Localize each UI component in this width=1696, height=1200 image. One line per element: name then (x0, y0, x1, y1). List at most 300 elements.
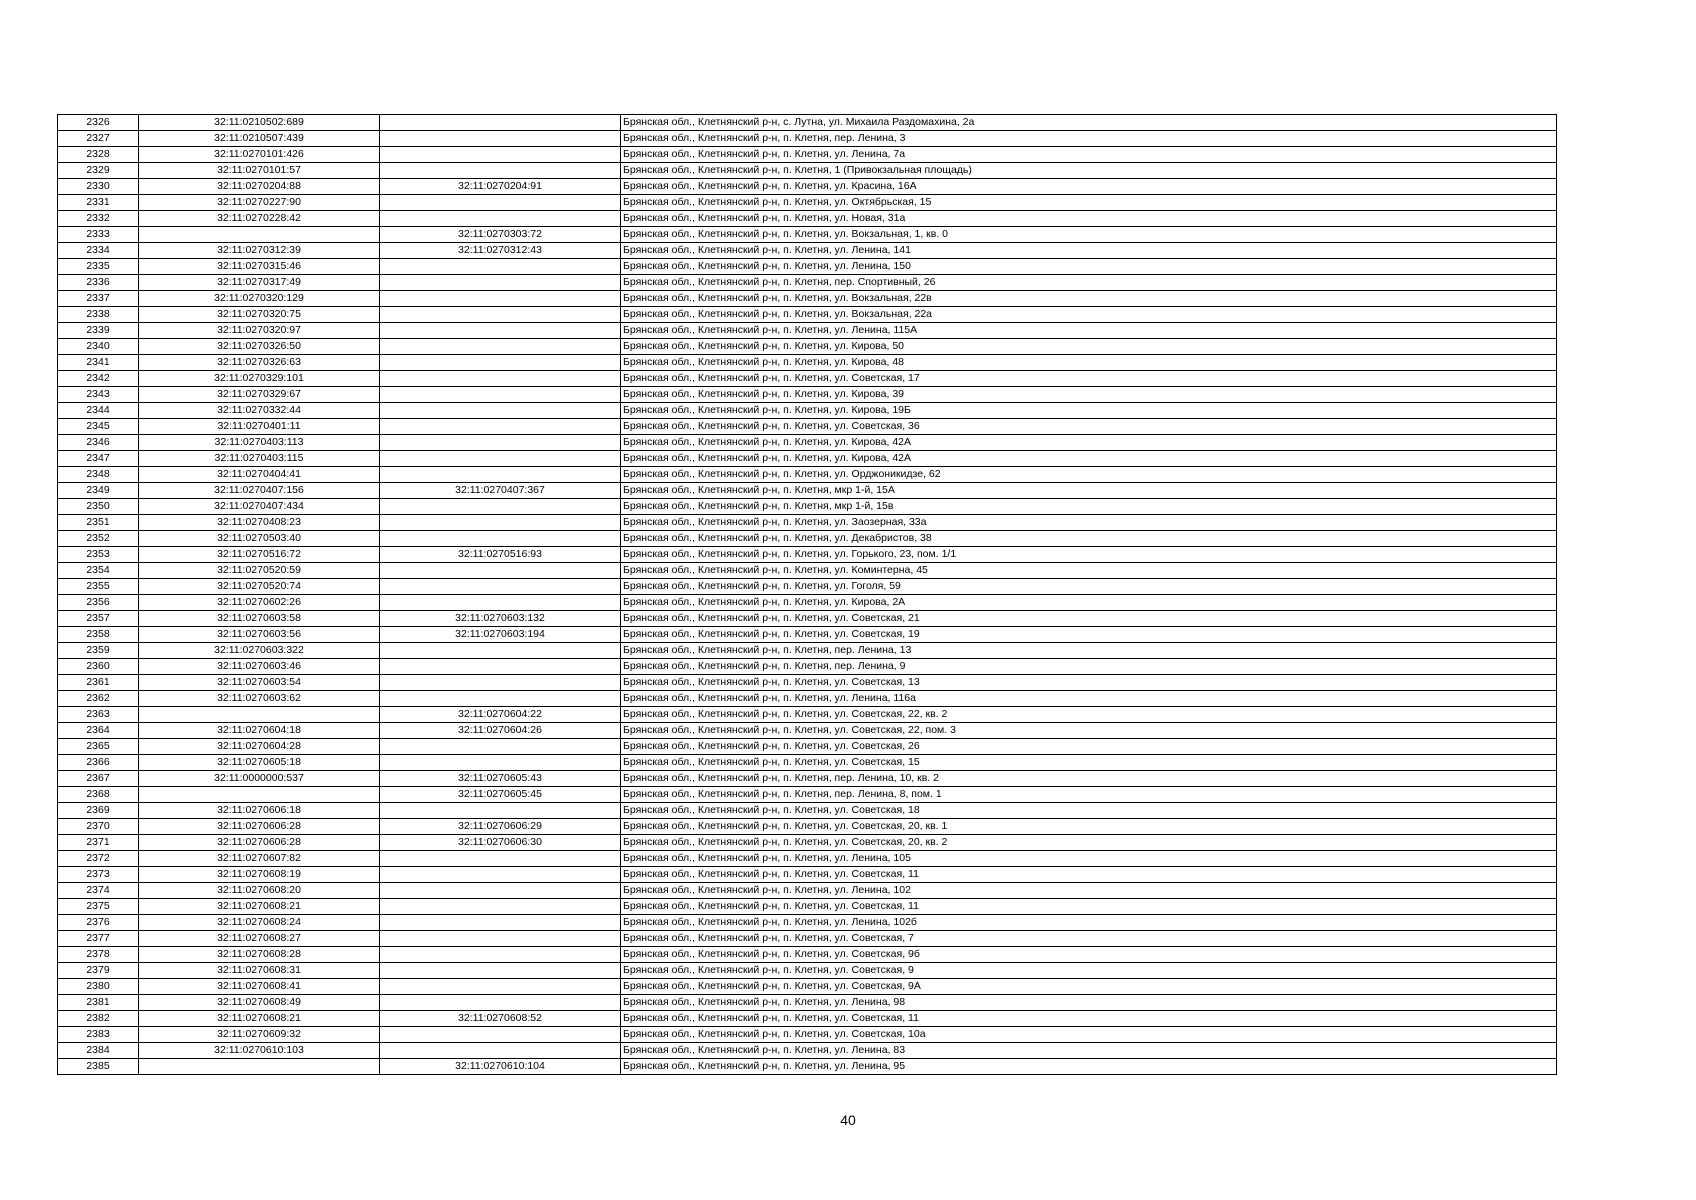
land-cadastral-number-cell: 32:11:0270329:101 (139, 371, 380, 387)
row-number-cell: 2354 (58, 563, 139, 579)
table-row (58, 819, 1557, 835)
table-row (58, 339, 1557, 355)
land-cadastral-number-cell: 32:11:0270603:62 (139, 691, 380, 707)
row-number-cell: 2371 (58, 835, 139, 851)
address-cell: Брянская обл., Клетнянский р-н, п. Клетня, ул. Советская, 22, пом. 3 (621, 723, 1557, 739)
row-number-cell: 2346 (58, 435, 139, 451)
address-cell: Брянская обл., Клетнянский р-н, п. Клетня, ул. Ленина, 102б (621, 915, 1557, 931)
address-cell: Брянская обл., Клетнянский р-н, п. Клетня, ул. Гоголя, 59 (621, 579, 1557, 595)
table-row (58, 131, 1557, 147)
land-cadastral-number-cell: 32:11:0270403:113 (139, 435, 380, 451)
building-cadastral-number-cell (380, 307, 621, 323)
land-cadastral-number-cell: 32:11:0270408:23 (139, 515, 380, 531)
building-cadastral-number-cell (380, 1027, 621, 1043)
row-number-cell: 2373 (58, 867, 139, 883)
address-cell: Брянская обл., Клетнянский р-н, п. Клетня, ул. Вокзальная, 1, кв. 0 (621, 227, 1557, 243)
table-row (58, 243, 1557, 259)
address-cell: Брянская обл., Клетнянский р-н, п. Клетня, ул. Горького, 23, пом. 1/1 (621, 547, 1557, 563)
table-row (58, 387, 1557, 403)
address-cell: Брянская обл., Клетнянский р-н, п. Клетня, ул. Ленина, 83 (621, 1043, 1557, 1059)
land-cadastral-number-cell: 32:11:0270326:50 (139, 339, 380, 355)
row-number-cell: 2336 (58, 275, 139, 291)
land-cadastral-number-cell: 32:11:0270320:97 (139, 323, 380, 339)
row-number-cell: 2359 (58, 643, 139, 659)
land-cadastral-number-cell: 32:11:0270204:88 (139, 179, 380, 195)
address-cell: Брянская обл., Клетнянский р-н, п. Клетня, ул. Ленина, 141 (621, 243, 1557, 259)
table-row (58, 291, 1557, 307)
table-row (58, 947, 1557, 963)
address-cell: Брянская обл., Клетнянский р-н, п. Клетня, мкр 1-й, 15А (621, 483, 1557, 499)
table-row (58, 995, 1557, 1011)
table-row (58, 563, 1557, 579)
building-cadastral-number-cell (380, 963, 621, 979)
address-cell: Брянская обл., Клетнянский р-н, п. Клетня, ул. Октябрьская, 15 (621, 195, 1557, 211)
land-cadastral-number-cell: 32:11:0270608:49 (139, 995, 380, 1011)
row-number-cell: 2364 (58, 723, 139, 739)
property-register-table (57, 114, 1557, 1075)
building-cadastral-number-cell (380, 435, 621, 451)
address-cell: Брянская обл., Клетнянский р-н, п. Клетня, ул. Кирова, 42А (621, 451, 1557, 467)
building-cadastral-number-cell (380, 467, 621, 483)
building-cadastral-number-cell (380, 339, 621, 355)
table-row (58, 1043, 1557, 1059)
address-cell: Брянская обл., Клетнянский р-н, п. Клетня, ул. Ленина, 95 (621, 1059, 1557, 1075)
land-cadastral-number-cell: 32:11:0270101:57 (139, 163, 380, 179)
address-cell: Брянская обл., Клетнянский р-н, п. Клетня, ул. Ленина, 105 (621, 851, 1557, 867)
row-number-cell: 2353 (58, 547, 139, 563)
building-cadastral-number-cell (380, 595, 621, 611)
land-cadastral-number-cell: 32:11:0270407:156 (139, 483, 380, 499)
land-cadastral-number-cell: 32:11:0210502:689 (139, 115, 380, 131)
building-cadastral-number-cell (380, 691, 621, 707)
table-row (58, 771, 1557, 787)
land-cadastral-number-cell: 32:11:0270401:11 (139, 419, 380, 435)
row-number-cell: 2382 (58, 1011, 139, 1027)
table-row (58, 723, 1557, 739)
building-cadastral-number-cell: 32:11:0270312:43 (380, 243, 621, 259)
building-cadastral-number-cell: 32:11:0270604:26 (380, 723, 621, 739)
address-cell: Брянская обл., Клетнянский р-н, п. Клетня, ул. Кирова, 48 (621, 355, 1557, 371)
building-cadastral-number-cell (380, 451, 621, 467)
land-cadastral-number-cell (139, 787, 380, 803)
building-cadastral-number-cell: 32:11:0270407:367 (380, 483, 621, 499)
land-cadastral-number-cell: 32:11:0270315:46 (139, 259, 380, 275)
land-cadastral-number-cell: 32:11:0270603:58 (139, 611, 380, 627)
address-cell: Брянская обл., Клетнянский р-н, п. Клетня, ул. Заозерная, 33а (621, 515, 1557, 531)
land-cadastral-number-cell: 32:11:0270606:28 (139, 835, 380, 851)
row-number-cell: 2367 (58, 771, 139, 787)
building-cadastral-number-cell (380, 947, 621, 963)
address-cell: Брянская обл., Клетнянский р-н, п. Клетня, ул. Ленина, 150 (621, 259, 1557, 275)
building-cadastral-number-cell (380, 755, 621, 771)
building-cadastral-number-cell (380, 979, 621, 995)
land-cadastral-number-cell: 32:11:0270606:28 (139, 819, 380, 835)
table-row (58, 499, 1557, 515)
row-number-cell: 2352 (58, 531, 139, 547)
land-cadastral-number-cell: 32:11:0270403:115 (139, 451, 380, 467)
land-cadastral-number-cell: 32:11:0270608:20 (139, 883, 380, 899)
row-number-cell: 2350 (58, 499, 139, 515)
land-cadastral-number-cell: 32:11:0270604:18 (139, 723, 380, 739)
row-number-cell: 2328 (58, 147, 139, 163)
table-row (58, 755, 1557, 771)
address-cell: Брянская обл., Клетнянский р-н, п. Клетня, ул. Декабристов, 38 (621, 531, 1557, 547)
address-cell: Брянская обл., Клетнянский р-н, п. Клетня, ул. Ленина, 7а (621, 147, 1557, 163)
building-cadastral-number-cell: 32:11:0270605:43 (380, 771, 621, 787)
building-cadastral-number-cell (380, 259, 621, 275)
address-cell: Брянская обл., Клетнянский р-н, п. Клетня, ул. Советская, 7 (621, 931, 1557, 947)
land-cadastral-number-cell: 32:11:0270312:39 (139, 243, 380, 259)
building-cadastral-number-cell (380, 387, 621, 403)
building-cadastral-number-cell (380, 675, 621, 691)
address-cell: Брянская обл., Клетнянский р-н, п. Клетня, ул. Кирова, 2А (621, 595, 1557, 611)
row-number-cell: 2379 (58, 963, 139, 979)
row-number-cell: 2351 (58, 515, 139, 531)
land-cadastral-number-cell (139, 707, 380, 723)
table-row (58, 163, 1557, 179)
row-number-cell: 2357 (58, 611, 139, 627)
row-number-cell: 2358 (58, 627, 139, 643)
address-cell: Брянская обл., Клетнянский р-н, п. Клетня, ул. Советская, 20, кв. 1 (621, 819, 1557, 835)
land-cadastral-number-cell: 32:11:0270605:18 (139, 755, 380, 771)
building-cadastral-number-cell (380, 531, 621, 547)
table-row (58, 1059, 1557, 1075)
table-row (58, 403, 1557, 419)
address-cell: Брянская обл., Клетнянский р-н, п. Клетня, пер. Ленина, 13 (621, 643, 1557, 659)
table-row (58, 787, 1557, 803)
building-cadastral-number-cell (380, 147, 621, 163)
address-cell: Брянская обл., Клетнянский р-н, п. Клетня, ул. Советская, 11 (621, 867, 1557, 883)
address-cell: Брянская обл., Клетнянский р-н, п. Клетня, ул. Красина, 16А (621, 179, 1557, 195)
row-number-cell: 2377 (58, 931, 139, 947)
address-cell: Брянская обл., Клетнянский р-н, п. Клетня, ул. Советская, 20, кв. 2 (621, 835, 1557, 851)
table-row (58, 451, 1557, 467)
row-number-cell: 2380 (58, 979, 139, 995)
table-row (58, 675, 1557, 691)
building-cadastral-number-cell: 32:11:0270608:52 (380, 1011, 621, 1027)
building-cadastral-number-cell (380, 995, 621, 1011)
row-number-cell: 2362 (58, 691, 139, 707)
row-number-cell: 2360 (58, 659, 139, 675)
table-row (58, 851, 1557, 867)
row-number-cell: 2378 (58, 947, 139, 963)
address-cell: Брянская обл., Клетнянский р-н, п. Клетня, ул. Советская, 11 (621, 1011, 1557, 1027)
land-cadastral-number-cell: 32:11:0210507:439 (139, 131, 380, 147)
land-cadastral-number-cell (139, 227, 380, 243)
land-cadastral-number-cell: 32:11:0270608:41 (139, 979, 380, 995)
land-cadastral-number-cell: 32:11:0270603:322 (139, 643, 380, 659)
address-cell: Брянская обл., Клетнянский р-н, п. Клетня, ул. Советская, 15 (621, 755, 1557, 771)
address-cell: Брянская обл., Клетнянский р-н, п. Клетня, ул. Ленина, 115А (621, 323, 1557, 339)
table-row (58, 259, 1557, 275)
table-row (58, 1011, 1557, 1027)
building-cadastral-number-cell (380, 867, 621, 883)
row-number-cell: 2384 (58, 1043, 139, 1059)
address-cell: Брянская обл., Клетнянский р-н, п. Клетня, ул. Советская, 10а (621, 1027, 1557, 1043)
table-row (58, 547, 1557, 563)
land-cadastral-number-cell: 32:11:0270603:56 (139, 627, 380, 643)
building-cadastral-number-cell (380, 931, 621, 947)
table-row (58, 211, 1557, 227)
row-number-cell: 2363 (58, 707, 139, 723)
land-cadastral-number-cell: 32:11:0270407:434 (139, 499, 380, 515)
table-row (58, 227, 1557, 243)
building-cadastral-number-cell: 32:11:0270604:22 (380, 707, 621, 723)
table-body (58, 115, 1557, 1075)
address-cell: Брянская обл., Клетнянский р-н, п. Клетня, пер. Ленина, 9 (621, 659, 1557, 675)
building-cadastral-number-cell: 32:11:0270610:104 (380, 1059, 621, 1075)
land-cadastral-number-cell: 32:11:0270228:42 (139, 211, 380, 227)
address-cell: Брянская обл., Клетнянский р-н, п. Клетня, ул. Коминтерна, 45 (621, 563, 1557, 579)
land-cadastral-number-cell: 32:11:0270404:41 (139, 467, 380, 483)
table-row (58, 883, 1557, 899)
table-row (58, 371, 1557, 387)
land-cadastral-number-cell: 32:11:0270520:74 (139, 579, 380, 595)
land-cadastral-number-cell: 32:11:0270320:75 (139, 307, 380, 323)
building-cadastral-number-cell: 32:11:0270606:29 (380, 819, 621, 835)
page-number: 40 (840, 1112, 856, 1128)
land-cadastral-number-cell: 32:11:0270332:44 (139, 403, 380, 419)
table-row (58, 899, 1557, 915)
table-row (58, 275, 1557, 291)
building-cadastral-number-cell (380, 355, 621, 371)
building-cadastral-number-cell (380, 115, 621, 131)
row-number-cell: 2342 (58, 371, 139, 387)
table-row (58, 467, 1557, 483)
table-row (58, 579, 1557, 595)
row-number-cell: 2345 (58, 419, 139, 435)
building-cadastral-number-cell (380, 915, 621, 931)
address-cell: Брянская обл., Клетнянский р-н, п. Клетня, ул. Ленина, 116а (621, 691, 1557, 707)
address-cell: Брянская обл., Клетнянский р-н, п. Клетня, ул. Советская, 17 (621, 371, 1557, 387)
land-cadastral-number-cell: 32:11:0270227:90 (139, 195, 380, 211)
table-row (58, 979, 1557, 995)
building-cadastral-number-cell (380, 371, 621, 387)
row-number-cell: 2369 (58, 803, 139, 819)
building-cadastral-number-cell (380, 659, 621, 675)
building-cadastral-number-cell (380, 291, 621, 307)
building-cadastral-number-cell (380, 211, 621, 227)
address-cell: Брянская обл., Клетнянский р-н, п. Клетня, ул. Вокзальная, 22в (621, 291, 1557, 307)
table-row (58, 835, 1557, 851)
address-cell: Брянская обл., Клетнянский р-н, п. Клетня, ул. Советская, 9б (621, 947, 1557, 963)
building-cadastral-number-cell (380, 131, 621, 147)
address-cell: Брянская обл., Клетнянский р-н, п. Клетня, ул. Советская, 11 (621, 899, 1557, 915)
building-cadastral-number-cell (380, 419, 621, 435)
address-cell: Брянская обл., Клетнянский р-н, п. Клетня, пер. Ленина, 8, пом. 1 (621, 787, 1557, 803)
table-row (58, 643, 1557, 659)
building-cadastral-number-cell (380, 563, 621, 579)
table-row (58, 531, 1557, 547)
row-number-cell: 2344 (58, 403, 139, 419)
building-cadastral-number-cell: 32:11:0270603:194 (380, 627, 621, 643)
land-cadastral-number-cell: 32:11:0270503:40 (139, 531, 380, 547)
land-cadastral-number-cell: 32:11:0270520:59 (139, 563, 380, 579)
address-cell: Брянская обл., Клетнянский р-н, п. Клетня, ул. Советская, 19 (621, 627, 1557, 643)
land-cadastral-number-cell: 32:11:0270603:46 (139, 659, 380, 675)
building-cadastral-number-cell (380, 579, 621, 595)
table-row (58, 483, 1557, 499)
address-cell: Брянская обл., Клетнянский р-н, п. Клетня, пер. Спортивный, 26 (621, 275, 1557, 291)
building-cadastral-number-cell (380, 499, 621, 515)
row-number-cell: 2381 (58, 995, 139, 1011)
land-cadastral-number-cell: 32:11:0270602:26 (139, 595, 380, 611)
land-cadastral-number-cell: 32:11:0270610:103 (139, 1043, 380, 1059)
building-cadastral-number-cell (380, 739, 621, 755)
table-row (58, 707, 1557, 723)
row-number-cell: 2340 (58, 339, 139, 355)
row-number-cell: 2337 (58, 291, 139, 307)
land-cadastral-number-cell: 32:11:0270608:24 (139, 915, 380, 931)
row-number-cell: 2338 (58, 307, 139, 323)
address-cell: Брянская обл., Клетнянский р-н, п. Клетня, ул. Кирова, 39 (621, 387, 1557, 403)
address-cell: Брянская обл., Клетнянский р-н, п. Клетня, ул. Советская, 18 (621, 803, 1557, 819)
row-number-cell: 2329 (58, 163, 139, 179)
address-cell: Брянская обл., Клетнянский р-н, п. Клетня, ул. Новая, 31а (621, 211, 1557, 227)
row-number-cell: 2370 (58, 819, 139, 835)
row-number-cell: 2333 (58, 227, 139, 243)
address-cell: Брянская обл., Клетнянский р-н, п. Клетня, ул. Советская, 22, кв. 2 (621, 707, 1557, 723)
address-cell: Брянская обл., Клетнянский р-н, п. Клетня, пер. Ленина, 10, кв. 2 (621, 771, 1557, 787)
row-number-cell: 2327 (58, 131, 139, 147)
building-cadastral-number-cell (380, 275, 621, 291)
row-number-cell: 2343 (58, 387, 139, 403)
land-cadastral-number-cell: 32:11:0270320:129 (139, 291, 380, 307)
row-number-cell: 2341 (58, 355, 139, 371)
building-cadastral-number-cell (380, 643, 621, 659)
building-cadastral-number-cell (380, 323, 621, 339)
row-number-cell: 2326 (58, 115, 139, 131)
land-cadastral-number-cell: 32:11:0270608:21 (139, 1011, 380, 1027)
address-cell: Брянская обл., Клетнянский р-н, п. Клетня, ул. Ленина, 102 (621, 883, 1557, 899)
table-row (58, 323, 1557, 339)
land-cadastral-number-cell: 32:11:0270329:67 (139, 387, 380, 403)
address-cell: Брянская обл., Клетнянский р-н, п. Клетня, 1 (Привокзальная площадь) (621, 163, 1557, 179)
table-row (58, 611, 1557, 627)
table-row (58, 915, 1557, 931)
row-number-cell: 2376 (58, 915, 139, 931)
address-cell: Брянская обл., Клетнянский р-н, п. Клетня, ул. Кирова, 42А (621, 435, 1557, 451)
land-cadastral-number-cell: 32:11:0270608:21 (139, 899, 380, 915)
building-cadastral-number-cell: 32:11:0270516:93 (380, 547, 621, 563)
table-row (58, 435, 1557, 451)
row-number-cell: 2335 (58, 259, 139, 275)
building-cadastral-number-cell (380, 515, 621, 531)
building-cadastral-number-cell (380, 163, 621, 179)
address-cell: Брянская обл., Клетнянский р-н, п. Клетня, ул. Советская, 13 (621, 675, 1557, 691)
land-cadastral-number-cell: 32:11:0270608:28 (139, 947, 380, 963)
address-cell: Брянская обл., Клетнянский р-н, п. Клетня, ул. Ленина, 98 (621, 995, 1557, 1011)
address-cell: Брянская обл., Клетнянский р-н, п. Клетня, ул. Кирова, 19Б (621, 403, 1557, 419)
land-cadastral-number-cell: 32:11:0270603:54 (139, 675, 380, 691)
table-row (58, 307, 1557, 323)
address-cell: Брянская обл., Клетнянский р-н, п. Клетня, ул. Орджоникидзе, 62 (621, 467, 1557, 483)
row-number-cell: 2374 (58, 883, 139, 899)
address-cell: Брянская обл., Клетнянский р-н, п. Клетня, ул. Советская, 9А (621, 979, 1557, 995)
address-cell: Брянская обл., Клетнянский р-н, п. Клетня, ул. Советская, 9 (621, 963, 1557, 979)
building-cadastral-number-cell (380, 899, 621, 915)
building-cadastral-number-cell (380, 1043, 621, 1059)
table-row (58, 691, 1557, 707)
land-cadastral-number-cell: 32:11:0270326:63 (139, 355, 380, 371)
land-cadastral-number-cell: 32:11:0270516:72 (139, 547, 380, 563)
address-cell: Брянская обл., Клетнянский р-н, п. Клетня, мкр 1-й, 15в (621, 499, 1557, 515)
address-cell: Брянская обл., Клетнянский р-н, п. Клетня, ул. Советская, 21 (621, 611, 1557, 627)
row-number-cell: 2368 (58, 787, 139, 803)
table-row (58, 355, 1557, 371)
building-cadastral-number-cell (380, 403, 621, 419)
building-cadastral-number-cell: 32:11:0270606:30 (380, 835, 621, 851)
row-number-cell: 2375 (58, 899, 139, 915)
address-cell: Брянская обл., Клетнянский р-н, п. Клетня, ул. Вокзальная, 22а (621, 307, 1557, 323)
building-cadastral-number-cell: 32:11:0270204:91 (380, 179, 621, 195)
row-number-cell: 2349 (58, 483, 139, 499)
row-number-cell: 2366 (58, 755, 139, 771)
building-cadastral-number-cell: 32:11:0270303:72 (380, 227, 621, 243)
row-number-cell: 2347 (58, 451, 139, 467)
land-cadastral-number-cell: 32:11:0270606:18 (139, 803, 380, 819)
land-cadastral-number-cell: 32:11:0000000:537 (139, 771, 380, 787)
building-cadastral-number-cell: 32:11:0270605:45 (380, 787, 621, 803)
land-cadastral-number-cell: 32:11:0270101:426 (139, 147, 380, 163)
table-row (58, 515, 1557, 531)
land-cadastral-number-cell (139, 1059, 380, 1075)
building-cadastral-number-cell (380, 803, 621, 819)
row-number-cell: 2372 (58, 851, 139, 867)
table-row (58, 931, 1557, 947)
row-number-cell: 2383 (58, 1027, 139, 1043)
land-cadastral-number-cell: 32:11:0270607:82 (139, 851, 380, 867)
table-row (58, 803, 1557, 819)
address-cell: Брянская обл., Клетнянский р-н, п. Клетня, пер. Ленина, 3 (621, 131, 1557, 147)
table-row (58, 963, 1557, 979)
land-cadastral-number-cell: 32:11:0270608:19 (139, 867, 380, 883)
row-number-cell: 2339 (58, 323, 139, 339)
row-number-cell: 2348 (58, 467, 139, 483)
table-row (58, 1027, 1557, 1043)
land-cadastral-number-cell: 32:11:0270317:49 (139, 275, 380, 291)
table-row (58, 179, 1557, 195)
address-cell: Брянская обл., Клетнянский р-н, п. Клетня, ул. Советская, 26 (621, 739, 1557, 755)
table-row (58, 739, 1557, 755)
row-number-cell: 2332 (58, 211, 139, 227)
row-number-cell: 2330 (58, 179, 139, 195)
address-cell: Брянская обл., Клетнянский р-н, с. Лутна, ул. Михаила Раздомахина, 2а (621, 115, 1557, 131)
building-cadastral-number-cell (380, 851, 621, 867)
table-row (58, 627, 1557, 643)
row-number-cell: 2356 (58, 595, 139, 611)
table-row (58, 195, 1557, 211)
table-row (58, 147, 1557, 163)
land-cadastral-number-cell: 32:11:0270609:32 (139, 1027, 380, 1043)
address-cell: Брянская обл., Клетнянский р-н, п. Клетня, ул. Советская, 36 (621, 419, 1557, 435)
building-cadastral-number-cell: 32:11:0270603:132 (380, 611, 621, 627)
row-number-cell: 2385 (58, 1059, 139, 1075)
row-number-cell: 2331 (58, 195, 139, 211)
table-row (58, 419, 1557, 435)
table-row (58, 115, 1557, 131)
land-cadastral-number-cell: 32:11:0270608:27 (139, 931, 380, 947)
row-number-cell: 2334 (58, 243, 139, 259)
row-number-cell: 2365 (58, 739, 139, 755)
table-row (58, 595, 1557, 611)
building-cadastral-number-cell (380, 883, 621, 899)
land-cadastral-number-cell: 32:11:0270604:28 (139, 739, 380, 755)
building-cadastral-number-cell (380, 195, 621, 211)
row-number-cell: 2355 (58, 579, 139, 595)
row-number-cell: 2361 (58, 675, 139, 691)
address-cell: Брянская обл., Клетнянский р-н, п. Клетня, ул. Кирова, 50 (621, 339, 1557, 355)
